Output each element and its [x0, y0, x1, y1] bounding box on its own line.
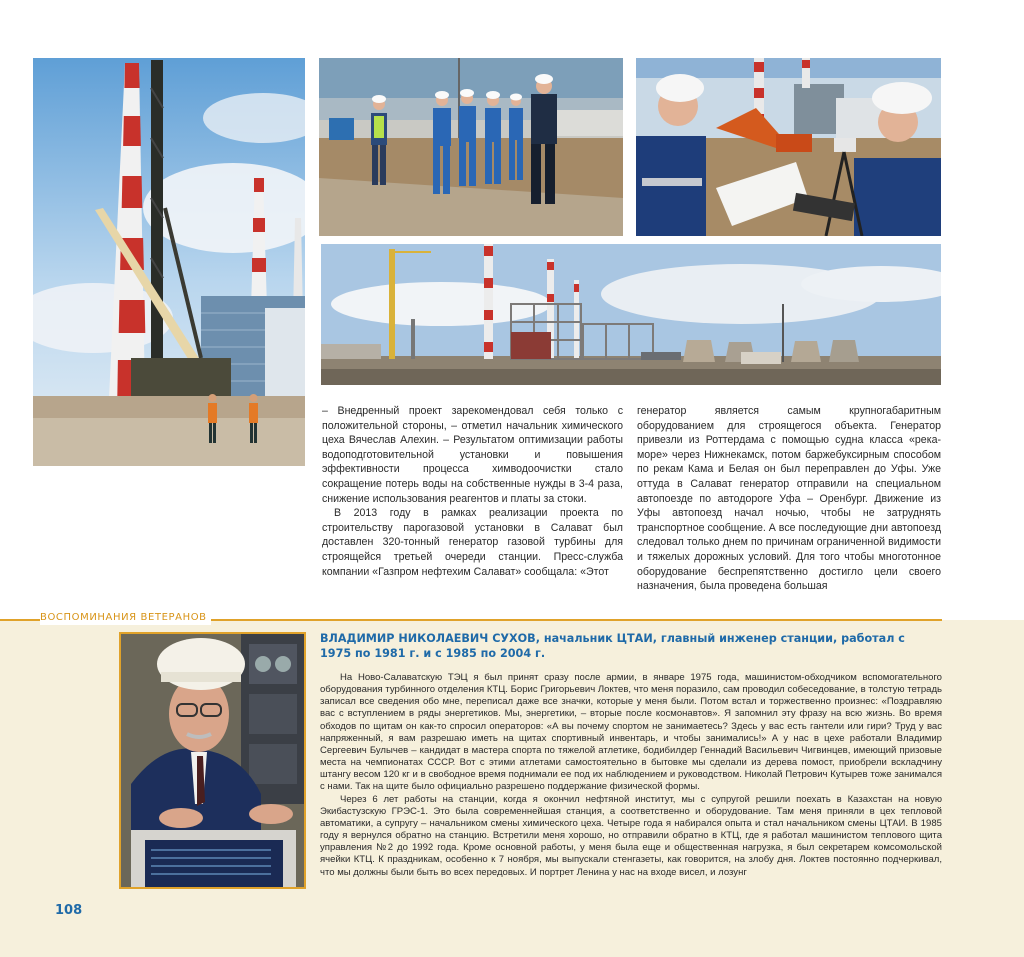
photo-chimney-pile-driver	[33, 58, 305, 466]
veterans-section-heading: ВОСПОМИНАНИЯ ВЕТЕРАНОВ	[40, 611, 211, 625]
veterans-divider-right	[200, 619, 942, 621]
memoir-paragraph: На Ново-Салаватскую ТЭЦ я был принят сразу после армии, в январе 1975 года, машинистом-обходчиком вспомогательного оборудования турбинного отделения КТЦ. Борис Григорьевич Локтев, что меня поразило, сам проводил собеседование, в толстую тетрадь записал все сведения обо мне, переписал даже все значки, которые у меня были. Потом встал и торжественно произнес: «Поздравляю вас с вступлением в ряды энергетиков. Мы, энергетики, – вторые после космонавтов». Я запомнил эту фразу на всю жизнь. Во время обходов по щитам он как-то спросил операторов: «А вы почему спортом не занимаетесь? Здесь у вас есть гантели или гири? Труд у вас напряженный, я вам разрешаю иметь на щитах спортивный инвентарь, и чтобы занимались!» А у нас в цехе работали Владимир Сергеевич Булычев – кандидат в мастера спорта по тяжелой атлетике, бодибилдер Геннадий Васильевич Чигвинцев, имеющий призовые места на чемпионатах СССР. Вот с этими атлетами самостоятельно в бытовке мы сделали из дерева помост, приобрели вскладчину штангу весом 120 кг и в свободное время поднимали ее под их наблюдением и руководством. Николай Петрович Кутырев тоже занимался с нами. Так на щите было официально разрешено поддержание физической формы.	[320, 672, 942, 793]
article-column-right	[637, 404, 941, 594]
article-paragraph: – Внедренный проект зарекомендовал себя только с положительной стороны, – отметил начальник химического цеха Вячеслав Алехин. – Результатом оптимизации работы водоподготовительной установки и повышения эффективности процесса химводоочистки стало сокращение потерь воды на собственные нужды в 3-4 раза, снижение использования реагентов и платы за стоки.	[322, 405, 623, 505]
photo-group-walking	[319, 58, 623, 236]
veterans-divider-left	[0, 619, 40, 621]
veteran-name-title: ВЛАДИМИР НИКОЛАЕВИЧ СУХОВ, начальник ЦТАИ, главный инженер станции, работал с 1975 по 1981 г. и с 1985 по 2004 г.	[320, 632, 905, 660]
memoir-paragraph: Через 6 лет работы на станции, когда я окончил нефтяной институт, мы с супругой решили поехать в Казахстан на новую Экибастузскую ГРЭС-1. Это была современнейшая станция, а соответственно и оборудование. Там меня приняли в цех тепловой автоматики, а супругу – начальником смены химического цеха. Четыре года я набирался опыта и стал начальником смены ЦТАИ. В 1985 году я вернулся обратно на станцию. Встретили меня хорошо, но отправили обратно в КТЦ, где я работал машинистом теплового щита управления №2 до 1992 года. Кроме основной работы, у меня была еще и общественная нагрузка, я был секретарем комсомольской ячейки КТЦ. К праздникам, особенно к 7 ноября, мы выпускали стенгазеты, как говорится, на злобу дня. Локтев постоянно подчеркивал, что мы должны были быть во всех передовых. И портрет Ленина у нас на входе висел, и лозунг	[320, 793, 942, 878]
article-paragraph: генератор является самым крупногабаритным оборудованием для строящегося объекта. Генератор привезли из Роттердама с помощью судна класса «река-море» через Нижнекамск, потом баржебуксирным способом по рекам Кама и Белая он был переправлен до Уфы. Уже оттуда в Салават генератор отправили на специальном автопоезде по автодороге Уфа – Оренбург. Движение из Уфы автопоезд начал ночью, чтобы не затруднять транспортное сообщение. А все последующие дни автопоезд следовал только днем по причинам ограниченной видимости и тяжелых дорожных условий. Для того чтобы многотонное оборудование беспрепятственно достигло цели своего назначения, была проведена большая	[637, 405, 942, 593]
photo-engineers-drawings	[636, 58, 941, 236]
veteran-portrait-photo	[119, 632, 306, 889]
page-number: 108	[55, 903, 83, 918]
article-column-left	[322, 404, 623, 579]
veteran-memoir-text	[320, 672, 942, 879]
article-paragraph: В 2013 году в рамках реализации проекта по строительству парогазовой установки в Салават был доставлен 320-тонный генератор газовой турбины для строящейся третьей очереди станции. Пресс-служба компании «Газпром нефтехим Салават» сообщала: «Этот	[322, 507, 623, 578]
photo-construction-panorama	[321, 244, 941, 385]
